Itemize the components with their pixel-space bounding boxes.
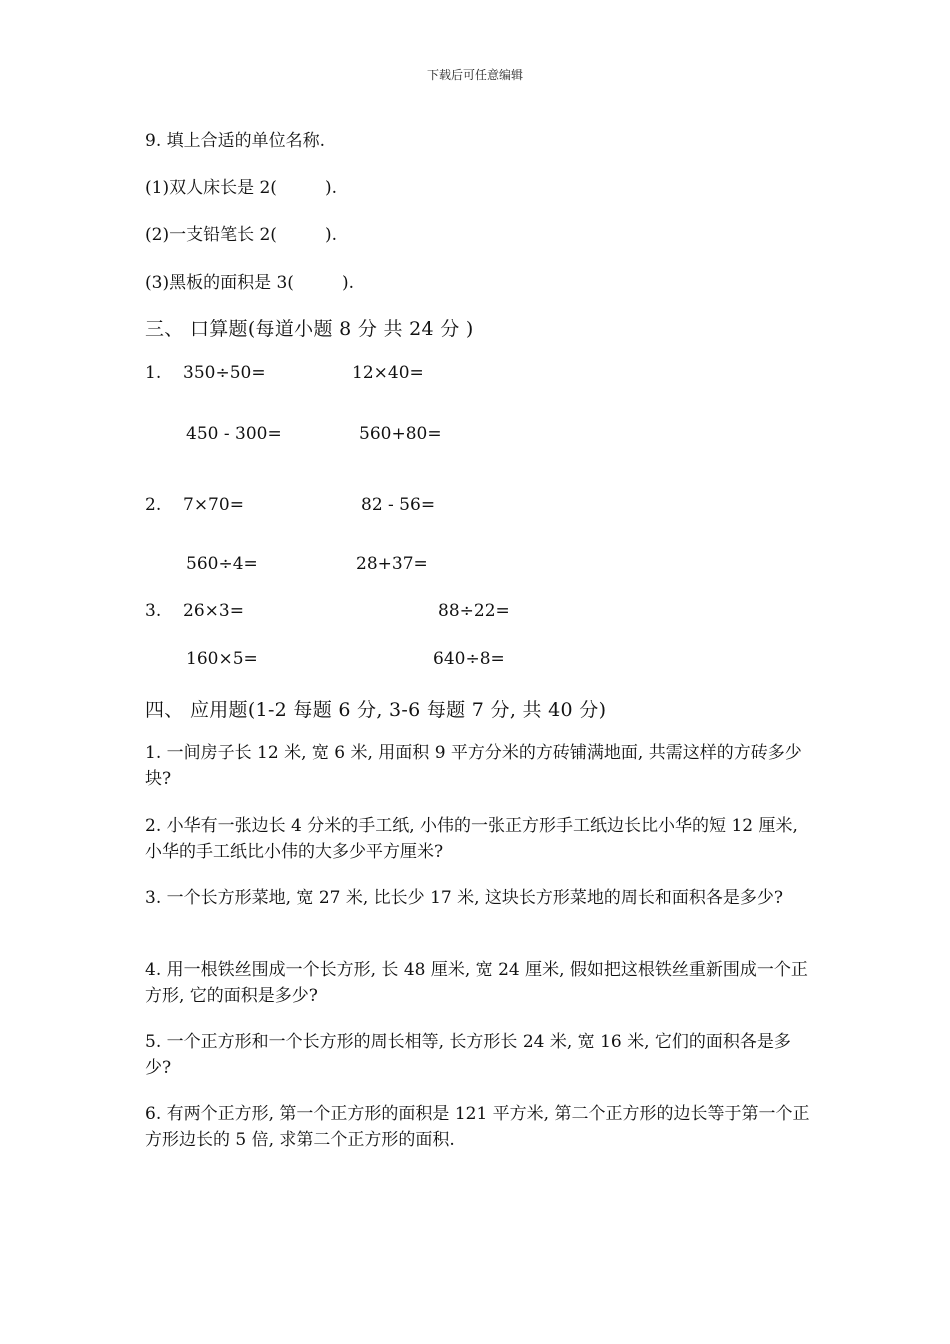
problem-text: 2. 小华有一张边长 4 分米的手工纸, 小伟的一张正方形手工纸边长比小华的短 12 厘米, 小华的手工纸比小伟的大多少平方厘米? xyxy=(145,816,798,862)
calc-item: 26×3= xyxy=(183,601,244,621)
calc-item: 160×5= xyxy=(186,649,258,669)
problem-text: 6. 有两个正方形, 第一个正方形的面积是 121 平方米, 第二个正方形的边长等于第一个正方形边长的 5 倍, 求第二个正方形的面积. xyxy=(145,1104,810,1150)
calc-item: 450 - 300= xyxy=(186,424,282,444)
group-number: 1. xyxy=(145,363,162,383)
item-text: (3)黑板的面积是 3( xyxy=(145,273,294,293)
problem-text: 5. 一个正方形和一个长方形的周长相等, 长方形长 24 米, 宽 16 米, 它们的面积各是多少? xyxy=(145,1032,791,1078)
word-problem-2 xyxy=(145,813,810,865)
question-9-item-3 xyxy=(145,268,354,293)
calc-item: 28+37= xyxy=(356,554,428,574)
calc-item: 560÷4= xyxy=(186,554,258,574)
item-text: ). xyxy=(324,178,337,198)
calc-item: 12×40= xyxy=(352,363,424,383)
word-problem-1 xyxy=(145,740,810,792)
page-header: 下载后可任意编辑 xyxy=(426,68,523,82)
calc-item: 350÷50= xyxy=(183,363,266,383)
problem-text: 3. 一个长方形菜地, 宽 27 米, 比长少 17 米, 这块长方形菜地的周长和面积各是多少? xyxy=(145,888,784,908)
item-text: ). xyxy=(341,273,354,293)
calc-item: 82 - 56= xyxy=(361,495,436,515)
question-9-title: 9. 填上合适的单位名称. xyxy=(145,131,326,151)
item-text: ). xyxy=(324,225,337,245)
question-9-item-1 xyxy=(145,173,337,198)
question-9-item-2 xyxy=(145,220,337,245)
word-problem-3 xyxy=(145,885,810,911)
word-problem-6 xyxy=(145,1101,810,1153)
problem-text: 1. 一间房子长 12 米, 宽 6 米, 用面积 9 平方分米的方砖铺满地面, 共需这样的方砖多少块? xyxy=(145,743,802,789)
group-number: 2. xyxy=(145,495,162,515)
section-3-title: 三、 口算题(每道小题 8 分 共 24 分 ) xyxy=(145,318,474,340)
word-problem-5 xyxy=(145,1029,810,1081)
word-problem-4 xyxy=(145,957,810,1009)
calc-item: 7×70= xyxy=(183,495,244,515)
item-text: (2)一支铅笔长 2( xyxy=(145,225,277,245)
item-text: (1)双人床长是 2( xyxy=(145,178,277,198)
calc-item: 88÷22= xyxy=(438,601,510,621)
group-number: 3. xyxy=(145,601,162,621)
calc-item: 560+80= xyxy=(359,424,442,444)
problem-text: 4. 用一根铁丝围成一个长方形, 长 48 厘米, 宽 24 厘米, 假如把这根铁丝重新围成一个正方形, 它的面积是多少? xyxy=(145,960,808,1006)
section-4-title: 四、 应用题(1-2 每题 6 分, 3-6 每题 7 分, 共 40 分) xyxy=(145,699,607,721)
calc-item: 640÷8= xyxy=(433,649,505,669)
